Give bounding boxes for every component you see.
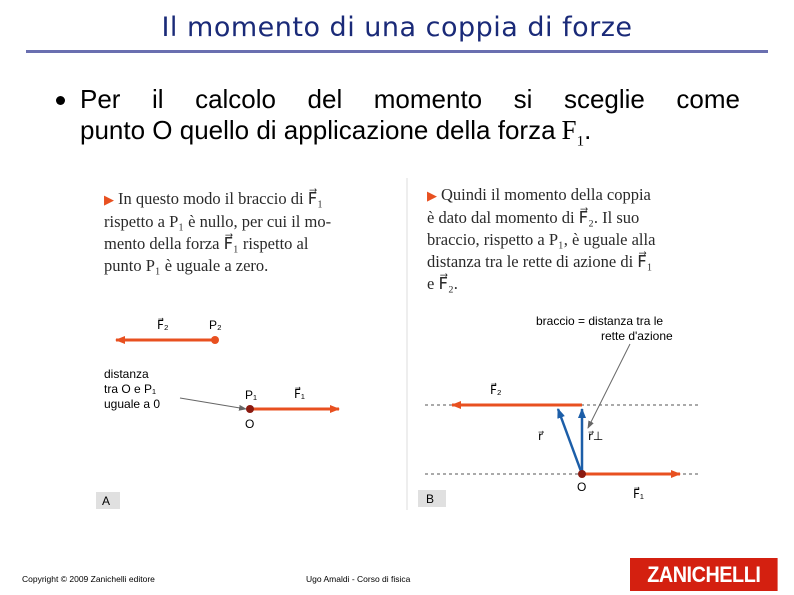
triangle-bullet-icon: ▶ [104, 192, 114, 207]
panel-b-line: ▶ Quindi il momento della coppia [427, 185, 651, 204]
distance-pointer [180, 398, 246, 409]
point-o-b [578, 470, 586, 478]
bullet-line-2: punto O quello di applicazione della forza [80, 115, 556, 145]
label-p2: P₂ [209, 318, 222, 332]
bullet-line-1: Per il calcolo del momento si sceglie come [80, 84, 740, 114]
bullet-period: . [584, 115, 592, 145]
panel-b-line: distanza tra le rette di azione di F⃗₁ [427, 252, 653, 271]
footer-copyright: Copyright © 2009 Zanichelli editore [22, 574, 155, 584]
callout-pointer [588, 344, 630, 428]
vector-r [558, 409, 582, 474]
force-symbol: $F_1$ [561, 115, 585, 150]
triangle-bullet-icon: ▶ [427, 188, 437, 203]
label-f1-b: F⃗₁ [633, 487, 644, 501]
label-r: r⃗ [538, 429, 543, 443]
panel-b-line: e F⃗₂. [427, 274, 458, 293]
callout-line-2: rette d'azione [601, 329, 673, 343]
publisher-logo: ZANICHELLI [630, 558, 778, 591]
label-f1-a: F⃗₁ [294, 387, 305, 401]
distance-line-1: distanza [104, 367, 149, 381]
distance-line-3: uguale a 0 [104, 397, 161, 411]
point-p1 [246, 405, 254, 413]
label-o-b: O [577, 480, 587, 494]
panel-a-line: mento della forza F⃗₁ rispetto al [104, 234, 309, 253]
panel-b-tag: B [426, 492, 435, 506]
panel-b-line: è dato dal momento di F⃗₂. Il suo [427, 208, 640, 227]
footer-course: Ugo Amaldi - Corso di fisica [306, 574, 411, 584]
point-p2 [211, 336, 219, 344]
panel-a-line: rispetto a P₁ è nullo, per cui il mo- [104, 212, 332, 231]
label-p1: P₁ [245, 388, 258, 402]
label-f2-b: F⃗₂ [490, 383, 502, 397]
distance-line-2: tra O e P₁ [104, 382, 157, 396]
panel-a-tag: A [102, 494, 111, 508]
panel-a-line: ▶ In questo modo il braccio di F⃗₁ [104, 189, 323, 208]
callout-line-1: braccio = distanza tra le [536, 314, 664, 328]
label-r-perp: r⃗⊥ [588, 429, 604, 443]
panel-b-line: braccio, rispetto a P₁, è uguale alla [427, 230, 656, 249]
panel-a-line: punto P₁ è uguale a zero. [104, 256, 269, 275]
label-o-a: O [245, 417, 255, 431]
label-f2-a: F⃗₂ [157, 318, 169, 332]
slide-title: Il momento di una coppia di forze [161, 12, 633, 43]
